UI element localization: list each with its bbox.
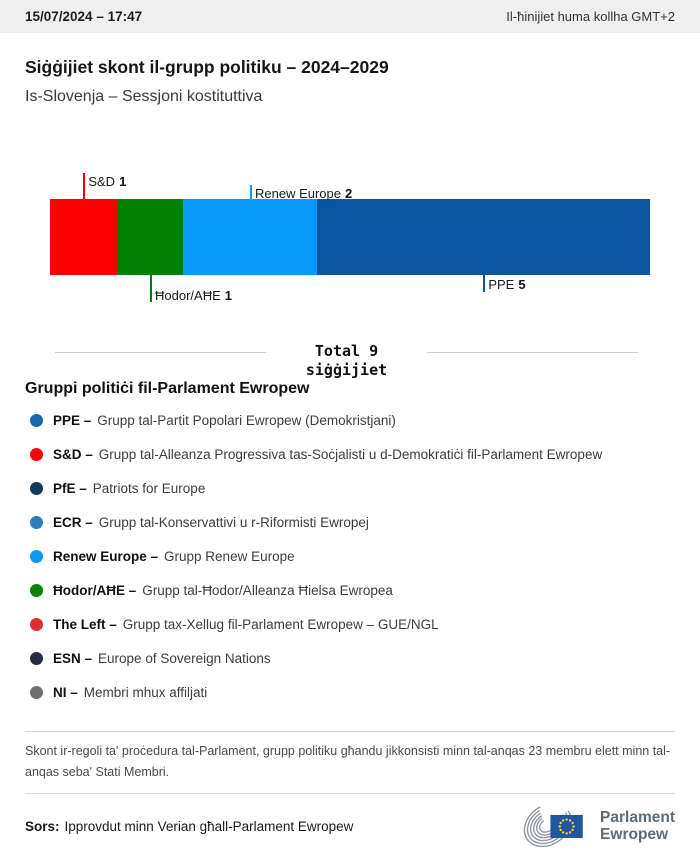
logo-line1: Parlament	[600, 809, 675, 826]
top-bar	[0, 0, 700, 33]
european-parliament-logo[interactable]	[520, 798, 675, 854]
legend-item-reneweurope	[25, 539, 675, 573]
legend-group-abbr: PfE –	[53, 480, 87, 496]
legend-group-description: Grupp tal-Konservattivi u r-Riformisti Ewropej	[98, 514, 369, 530]
legend-color-dot	[30, 618, 43, 631]
titles-block	[0, 57, 700, 106]
footnote-divider-top	[25, 731, 675, 732]
legend-color-dot	[30, 550, 43, 563]
legend-group-abbr: S&D –	[53, 446, 93, 462]
bar-segment-Ħodor/AĦE[interactable]	[117, 199, 184, 275]
legend-color-dot	[30, 414, 43, 427]
callout-tick-Renew Europe	[250, 185, 252, 199]
source-line	[25, 819, 353, 834]
legend-group-description: Patriots for Europe	[92, 480, 206, 496]
bar-segment-PPE[interactable]	[317, 199, 650, 275]
total-line2: siġġijiet	[305, 361, 388, 379]
legend-color-dot	[30, 686, 43, 699]
legend-color-dot	[30, 584, 43, 597]
legend-item-odorae	[25, 573, 675, 607]
legend-item-pfe	[25, 471, 675, 505]
datetime-label: 15/07/2024 – 17:47	[25, 9, 143, 24]
logo-wordmark	[600, 809, 675, 843]
legend-group-description: Grupp tal-Partit Popolari Ewropew (Demokristjani)	[97, 412, 396, 428]
legend-heading: Gruppi politiċi fil-Parlament Ewropew	[25, 380, 310, 397]
legend-group-abbr: NI –	[53, 684, 78, 700]
legend-color-dot	[30, 516, 43, 529]
callout-tick-S&D	[83, 173, 85, 199]
logo-line2: Ewropew	[600, 826, 669, 843]
stacked-bar	[50, 199, 650, 275]
legend-group-abbr: PPE –	[53, 412, 92, 428]
legend-item-ppe	[25, 403, 675, 437]
legend-list	[25, 403, 675, 709]
legend-item-esn	[25, 641, 675, 675]
legend-group-abbr: ESN –	[53, 650, 93, 666]
legend-color-dot	[30, 448, 43, 461]
legend-group-description: Membri mhux affiljati	[83, 684, 208, 700]
legend-group-description: Europe of Sovereign Nations	[98, 650, 271, 666]
total-seats-label	[266, 342, 427, 380]
bar-callout-Ħodor/AĦE: Ħodor/AĦE 1	[155, 288, 232, 303]
timezone-note: Il-ħinijiet huma kollha GMT+2	[506, 9, 675, 24]
source-text: Ipprovdut minn Verian għall-Parlament Ewropew	[64, 818, 354, 834]
bar-segment-Renew Europe[interactable]	[183, 199, 316, 275]
legend-group-description: Grupp tal-Alleanza Progressiva tas-Soċjalisti u d-Demokratiċi fil-Parlament Ewropew	[98, 446, 603, 462]
source-label: Sors:	[25, 818, 60, 834]
legend-group-abbr: The Left –	[53, 616, 117, 632]
legend-color-dot	[30, 482, 43, 495]
bar-callout-Renew Europe: Renew Europe 2	[255, 186, 353, 201]
bar-callout-S&D: S&D 1	[88, 174, 127, 189]
total-line1: Total 9	[314, 342, 379, 360]
legend-item-ni	[25, 675, 675, 709]
callout-tick-PPE	[483, 275, 485, 292]
legend-item-sd	[25, 437, 675, 471]
bar-callout-PPE: PPE 5	[488, 277, 526, 292]
footer	[25, 798, 675, 854]
divider-line-right	[427, 352, 638, 353]
legend-group-abbr: Renew Europe –	[53, 548, 159, 564]
page-subtitle: Is-Slovenja – Sessjoni kostituttiva	[25, 88, 263, 105]
ep-hemicycle-flag-icon	[520, 798, 592, 854]
page-title: Siġġijiet skont il-grupp politiku – 2024–2029	[25, 57, 389, 77]
total-divider	[55, 342, 638, 380]
footnote-text: Skont ir-regoli ta' proċedura tal-Parlament, grupp politiku għandu jikkonsisti minn tal-anqas 23 membru elett minn tal-anqas seba' Stati Membri.	[25, 744, 671, 779]
chart-area	[0, 106, 700, 334]
legend-item-ecr	[25, 505, 675, 539]
legend-group-abbr: ECR –	[53, 514, 93, 530]
bar-segment-S&D[interactable]	[50, 199, 117, 275]
legend-group-description: Grupp Renew Europe	[164, 548, 295, 564]
legend-group-abbr: Ħodor/AĦE –	[53, 582, 137, 598]
legend-group-description: Grupp tal-Ħodor/Alleanza Ħielsa Ewropea	[142, 582, 393, 598]
legend-color-dot	[30, 652, 43, 665]
divider-line-left	[55, 352, 266, 353]
callout-tick-Ħodor/AĦE	[150, 275, 152, 302]
legend-group-description: Grupp tax-Xellug fil-Parlament Ewropew – GUE/NGL	[122, 616, 439, 632]
legend-item-theleft	[25, 607, 675, 641]
footnote-divider-bottom	[25, 793, 675, 794]
